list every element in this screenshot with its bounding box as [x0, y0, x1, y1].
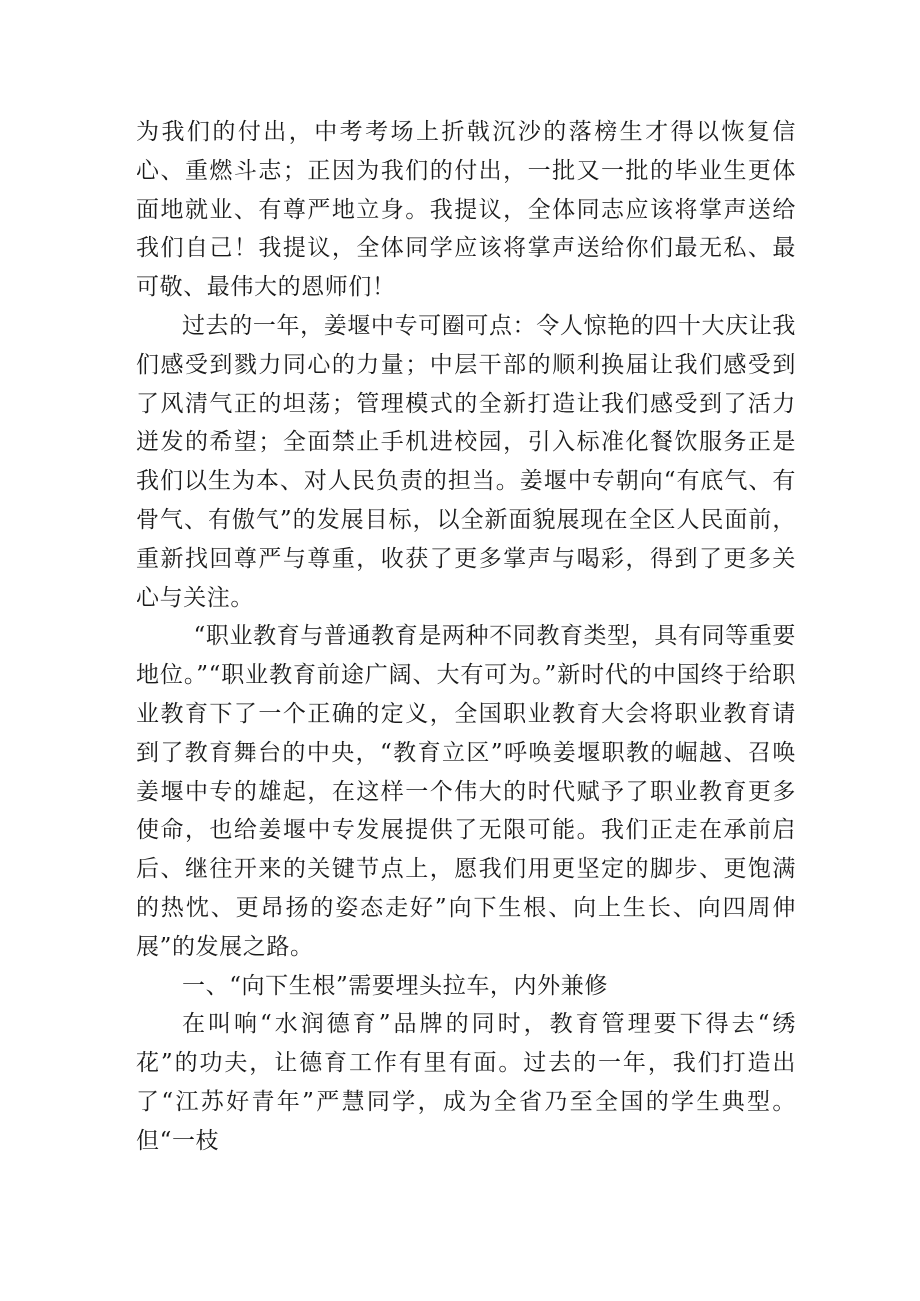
paragraph-moral-education: 在叫响“水润德育”品牌的同时，教育管理要下得去“绣花”的功夫，让德育工作有里有面。过去的一年，我们打造出了“江苏好青年”严慧同学，成为全省乃至全国的学生典型。但“一枝: [136, 1011, 796, 1154]
document-body: [136, 113, 796, 1161]
paragraph-vocational-education: “职业教育与普通教育是两种不同教育类型，具有同等重要地位。”“职业教育前途广阔、大有可为。”新时代的中国终于给职业教育下了一个正确的定义，全国职业教育大会将职业教育请到了教育舞台的中央，“教育立区”呼唤姜堰职教的崛越、召唤姜堰中专的雄起，在这样一个伟大的时代赋予了职业教育更多使命，也给姜堰中专发展提供了无限可能。我们正走在承前启后、继往开来的关键节点上，愿我们用更坚定的脚步、更饱满的热忱、更昂扬的姿态走好”向下生根、向上生长、向四周伸展”的发展之路。: [136, 623, 796, 960]
paragraph-past-year: 过去的一年，姜堰中专可圈可点：令人惊艳的四十大庆让我们感受到戮力同心的力量；中层干部的顺利换届让我们感受到了风清气正的坦荡；管理模式的全新打造让我们感受到了活力迸发的希望；全面禁止手机进校园，引入标准化餐饮服务正是我们以生为本、对人民负责的担当。姜堰中专朝向“有底气、有骨气、有傲气”的发展目标，以全新面貌展现在全区人民面前，重新找回尊严与尊重，收获了更多掌声与喝彩，得到了更多关心与关注。: [136, 312, 796, 611]
paragraph-applause: 为我们的付出，中考考场上折戟沉沙的落榜生才得以恢复信心、重燃斗志；正因为我们的付出，一批又一批的毕业生更体面地就业、有尊严地立身。我提议，全体同志应该将掌声送给我们自己！我提议，全体同学应该将掌声送给你们最无私、最可敬、最伟大的恩师们！: [136, 119, 796, 301]
section-heading-1: 一、“向下生根”需要埋头拉车，内外兼修: [182, 972, 608, 999]
